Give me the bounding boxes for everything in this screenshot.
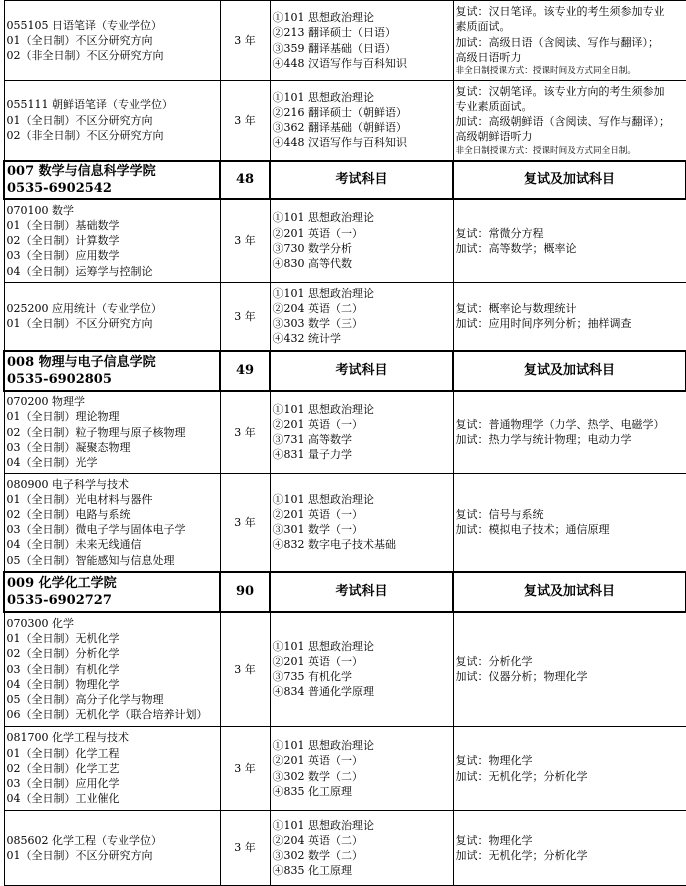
program-line: 05（全日制）智能感知与信息处理 <box>6 553 175 567</box>
study-years: 3 年 <box>220 612 270 727</box>
study-years: 3 年 <box>220 391 270 474</box>
exam-subject: ①101 思想政治理论 <box>272 402 374 416</box>
program-cell <box>4 199 220 283</box>
exam-subjects-cell <box>270 612 453 727</box>
program-line: 025200 应用统计（专业学位） <box>6 302 162 316</box>
retest-note: 复试：分析化学 <box>455 655 533 669</box>
program-line: 070100 数学 <box>6 203 74 217</box>
exam-subjects-cell <box>270 811 453 886</box>
program-cell <box>4 283 220 351</box>
retest-cell <box>453 199 686 283</box>
exam-subject: ③301 数学（一） <box>272 523 363 537</box>
retest-note: 加试：热力学与统计物理；电动力学 <box>455 433 632 447</box>
retest-note: 复试：物理化学 <box>455 833 533 847</box>
program-row <box>4 81 686 161</box>
retest-note: 加试：无机化学；分析化学 <box>455 849 588 862</box>
program-line: 01（全日制）光电材料与器件 <box>6 492 153 506</box>
program-line: 05（全日制）高分子化学与物理 <box>6 693 164 707</box>
school-phone: 0535-6902805 <box>7 371 112 387</box>
retest-cell <box>453 474 686 572</box>
program-row <box>4 612 686 727</box>
retest-note: 加试：高等数学；概率论 <box>455 241 577 255</box>
parttime-note: 非全日制授课方式：授课时间及方式同全日制。 <box>455 145 636 156</box>
exam-subject: ①101 思想政治理论 <box>272 818 374 832</box>
program-row <box>4 474 686 572</box>
program-row <box>4 811 686 886</box>
program-line: 04（全日制）运筹学与控制论 <box>6 264 153 278</box>
program-line: 081700 化学工程与技术 <box>6 731 129 745</box>
school-cell <box>4 572 220 612</box>
program-line: 01（全日制）无机化学 <box>6 632 120 646</box>
enrollment-count: 90 <box>220 572 270 612</box>
exam-subject: ②213 翻译硕士（日语） <box>272 26 396 40</box>
program-line: 06（全日制）无机化学（联合培养计划） <box>6 708 208 722</box>
program-line: 01（全日制）理论物理 <box>6 410 120 424</box>
study-years: 3 年 <box>220 283 270 351</box>
retest-note: 复试：信号与系统 <box>455 508 544 522</box>
retest-note: 复试：普通物理学（力学、热学、电磁学） <box>455 418 665 432</box>
table-body <box>4 1 686 886</box>
exam-subject: ①101 思想政治理论 <box>272 286 374 300</box>
school-cell <box>4 161 220 199</box>
program-row <box>4 283 686 351</box>
retest-note: 复试：概率论与数理统计 <box>455 302 577 316</box>
exam-subject: ②201 英语（一） <box>272 655 363 669</box>
exam-subject: ④835 化工原理 <box>272 784 352 798</box>
exam-subjects-cell <box>270 81 453 161</box>
exam-subjects-cell <box>270 391 453 474</box>
program-line: 01（全日制）不区分研究方向 <box>6 113 153 127</box>
study-years: 3 年 <box>220 81 270 161</box>
exam-subject: ④448 汉语写作与百科知识 <box>272 136 407 150</box>
exam-subject: ①101 思想政治理论 <box>272 11 374 25</box>
header-exam-subjects: 考试科目 <box>270 351 453 391</box>
enrollment-count: 49 <box>220 351 270 391</box>
exam-subjects-cell <box>270 283 453 351</box>
retest-note: 高级朝鲜语听力 <box>455 130 533 144</box>
program-line: 04（全日制）物理化学 <box>6 677 120 691</box>
program-line: 085602 化学工程（专业学位） <box>6 833 162 847</box>
exam-subject: ④835 化工原理 <box>272 864 352 878</box>
retest-note: 高级日语听力 <box>455 50 522 64</box>
retest-note: 加试：应用时间序列分析；抽样调查 <box>455 317 632 331</box>
exam-subject: ①101 思想政治理论 <box>272 639 374 653</box>
program-line: 02（全日制）分析化学 <box>6 647 120 661</box>
program-cell <box>4 81 220 161</box>
retest-note: 加试：模拟电子技术；通信原理 <box>455 523 610 537</box>
exam-subject: ③730 数学分析 <box>272 241 352 255</box>
program-line: 02（非全日制）不区分研究方向 <box>6 128 164 142</box>
program-row <box>4 727 686 811</box>
header-retest-subjects: 复试及加试科目 <box>453 351 686 391</box>
exam-subject: ②201 英语（一） <box>272 226 363 240</box>
program-line: 03（全日制）应用数学 <box>6 249 120 263</box>
exam-subject: ③735 有机化学 <box>272 670 352 684</box>
exam-subjects-cell <box>270 727 453 811</box>
exam-subject: ④832 数字电子技术基础 <box>272 538 396 552</box>
school-name: 008 物理与电子信息学院 <box>7 354 156 370</box>
program-line: 03（全日制）有机化学 <box>6 662 120 676</box>
exam-subject: ③302 数学（二） <box>272 769 363 783</box>
retest-note: 复试：常微分方程 <box>455 226 544 240</box>
retest-note: 复试：汉日笔译。该专业的考生须参加专业 <box>455 5 665 19</box>
exam-subject: ②201 英语（一） <box>272 754 363 768</box>
exam-subject: ④834 普通化学原理 <box>272 685 374 699</box>
exam-subject: ②216 翻译硕士（朝鲜语） <box>272 106 407 120</box>
program-cell <box>4 727 220 811</box>
retest-note: 加试：高级朝鲜语（含阅读、写作与翻译）； <box>455 115 670 129</box>
retest-note: 加试：高级日语（含阅读、写作与翻译）； <box>455 35 659 49</box>
school-phone: 0535-6902542 <box>7 180 112 196</box>
program-line: 02（全日制）计算数学 <box>6 234 120 248</box>
program-row <box>4 199 686 283</box>
program-cell <box>4 612 220 727</box>
program-line: 04（全日制）光学 <box>6 456 98 470</box>
exam-subject: ②201 英语（一） <box>272 508 363 522</box>
program-line: 02（全日制）化学工艺 <box>6 761 120 775</box>
program-line: 03（全日制）凝聚态物理 <box>6 440 131 454</box>
exam-subject: ②204 英语（二） <box>272 833 363 847</box>
program-line: 080900 电子科学与技术 <box>6 477 129 491</box>
retest-cell <box>453 81 686 161</box>
program-row <box>4 1 686 81</box>
exam-subject: ①101 思想政治理论 <box>272 492 374 506</box>
header-exam-subjects: 考试科目 <box>270 572 453 612</box>
school-header-row <box>4 351 686 391</box>
program-line: 01（全日制）化学工程 <box>6 746 120 760</box>
exam-subjects-cell <box>270 1 453 81</box>
header-exam-subjects: 考试科目 <box>270 161 453 199</box>
program-line: 04（全日制）未来无线通信 <box>6 538 142 552</box>
program-line: 01（全日制）不区分研究方向 <box>6 33 153 47</box>
program-line: 01（全日制）基础数学 <box>6 218 120 232</box>
exam-subject: ③359 翻译基础（日语） <box>272 41 396 55</box>
school-header-row <box>4 161 686 199</box>
exam-subject: ③731 高等数学 <box>272 433 352 447</box>
school-name: 009 化学化工学院 <box>7 575 117 591</box>
program-line: 02（非全日制）不区分研究方向 <box>6 49 164 63</box>
study-years: 3 年 <box>220 1 270 81</box>
program-line: 070300 化学 <box>6 617 74 631</box>
retest-note: 素质面试。 <box>455 20 511 34</box>
program-line: 055105 日语笔译（专业学位） <box>6 18 162 32</box>
header-retest-subjects: 复试及加试科目 <box>453 161 686 199</box>
program-line: 01（全日制）不区分研究方向 <box>6 849 153 862</box>
retest-cell <box>453 811 686 886</box>
program-cell <box>4 391 220 474</box>
exam-subjects-cell <box>270 199 453 283</box>
retest-cell <box>453 391 686 474</box>
retest-note: 加试：仪器分析；物理化学 <box>455 670 588 684</box>
study-years: 3 年 <box>220 474 270 572</box>
exam-subject: ④432 统计学 <box>272 332 341 346</box>
program-row <box>4 391 686 474</box>
program-line: 03（全日制）应用化学 <box>6 777 120 791</box>
enrollment-count: 48 <box>220 161 270 199</box>
exam-subject: ④831 量子力学 <box>272 448 352 462</box>
exam-subject: ③362 翻译基础（朝鲜语） <box>272 121 407 135</box>
admission-catalog-table <box>3 0 686 886</box>
program-line: 04（全日制）工业催化 <box>6 792 120 806</box>
exam-subject: ①101 思想政治理论 <box>272 90 374 104</box>
retest-note: 复试：物理化学 <box>455 754 533 768</box>
program-cell <box>4 474 220 572</box>
retest-note: 复试：汉朝笔译。该专业方向的考生须参加 <box>455 84 665 98</box>
retest-note: 专业素质面试。 <box>455 100 533 114</box>
exam-subject: ②201 英语（一） <box>272 418 363 432</box>
retest-cell <box>453 1 686 81</box>
school-cell <box>4 351 220 391</box>
exam-subject: ③303 数学（三） <box>272 317 363 331</box>
school-header-row <box>4 572 686 612</box>
study-years: 3 年 <box>220 727 270 811</box>
header-retest-subjects: 复试及加试科目 <box>453 572 686 612</box>
exam-subjects-cell <box>270 474 453 572</box>
exam-subject: ④448 汉语写作与百科知识 <box>272 56 407 70</box>
study-years: 3 年 <box>220 811 270 886</box>
exam-subject: ①101 思想政治理论 <box>272 739 374 753</box>
program-line: 01（全日制）不区分研究方向 <box>6 317 153 331</box>
exam-subject: ①101 思想政治理论 <box>272 211 374 225</box>
program-line: 070200 物理学 <box>6 395 85 409</box>
program-cell <box>4 811 220 886</box>
program-line: 055111 朝鲜语笔译（专业学位） <box>6 98 173 112</box>
retest-cell <box>453 283 686 351</box>
retest-note: 加试：无机化学；分析化学 <box>455 769 588 783</box>
exam-subject: ②204 英语（二） <box>272 302 363 316</box>
retest-cell <box>453 612 686 727</box>
program-line: 02（全日制）电路与系统 <box>6 508 131 522</box>
exam-subject: ④830 高等代数 <box>272 256 352 270</box>
program-cell <box>4 1 220 81</box>
school-name: 007 数学与信息科学学院 <box>7 163 156 179</box>
study-years: 3 年 <box>220 199 270 283</box>
parttime-note: 非全日制授课方式：授课时间及方式同全日制。 <box>455 65 636 76</box>
school-phone: 0535-6902727 <box>7 592 112 608</box>
program-line: 03（全日制）微电子学与固体电子学 <box>6 523 186 537</box>
retest-cell <box>453 727 686 811</box>
program-line: 02（全日制）粒子物理与原子核物理 <box>6 425 186 439</box>
exam-subject: ③302 数学（二） <box>272 849 363 862</box>
